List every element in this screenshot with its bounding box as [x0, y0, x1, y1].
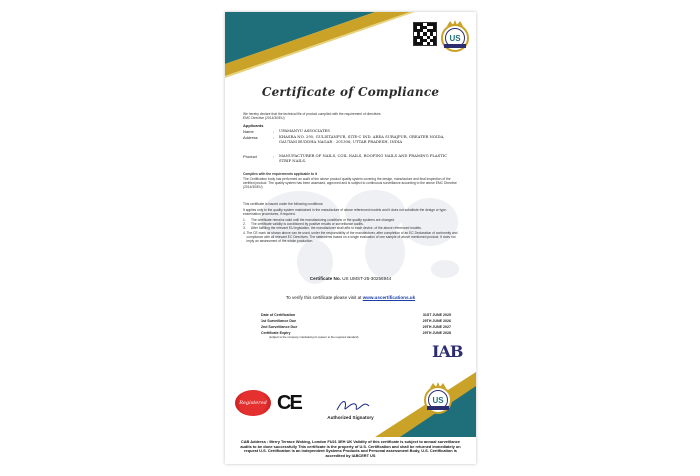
condition-item: 4. The CE mark as shown above can be used, under the responsibility of the manufacturer, after completion of an EC Declaration of conformity and compliance with all relevant EC Directives. The statements based on a single evaluation of one sample of above mentioned product. It does not imply an assessment of the whole production. — [243, 230, 458, 244]
cert-no-label: Certificate No. — [309, 276, 341, 281]
us-seal-badge — [421, 382, 455, 416]
field-name: Name : UPAMANYU ASSOCIATES — [243, 129, 454, 134]
authorized-signatory: Authorized Signatory — [327, 415, 374, 420]
field-key: Address — [243, 135, 258, 140]
certificate-page — [225, 12, 476, 464]
verify-line — [225, 295, 476, 300]
certificate-number — [225, 276, 476, 281]
iab-logo: IAB — [432, 342, 463, 361]
badge-text: US — [449, 34, 461, 43]
field-value: KHASRA NO. 295, GULISTANPUR, SITE-C IND. AREA SURAJPUR, GREATER NOIDA, GAUTAM BUDDHA NAGAR - 201306, UTTAR PRADESH, INDIA — [279, 134, 445, 144]
directive-text: EMC Directive (2014/30/EU) — [243, 116, 285, 120]
ce-mark: CE — [277, 392, 301, 414]
expiry-note: (subject to the company maintaining its system to the required standard) — [269, 335, 359, 339]
field-value: UPAMANYU ASSOCIATES — [279, 128, 330, 133]
compliance-heading: Complies with the requirements applicable to it — [243, 172, 318, 176]
field-value: MANUFACTURER OF NAILS, COIL NAILS, ROOFING NAILS AND FRAMING PLASTIC STRIP NAILS. — [279, 153, 448, 163]
field-address: Address : KHASRA NO. 295, GULISTANPUR, SITE-C IND. AREA SURAJPUR, GREATER NOIDA, GAUTAM BUDDHA NAGAR - 201306, UTTAR PRADESH, INDIA — [243, 135, 454, 144]
verify-link[interactable]: www.uscertifications.uk — [362, 295, 416, 300]
conditions-intro: It applies only to the quality system maintained in the manufacture of above referenced models and it does not substitute the design or type-examination procedures, if required. — [243, 208, 447, 217]
field-key: Name — [243, 129, 254, 134]
condition-item: 3. After fulfilling the relevant EU legislation, the manufacturer shall affix to each device, of the above referenced models. — [243, 226, 422, 231]
us-certification-badge — [438, 20, 472, 54]
conditions-list — [243, 218, 461, 243]
cert-no-value: US UMST-25-30256944 — [342, 276, 392, 281]
field-product: Product : MANUFACTURER OF NAILS, COIL NAILS, ROOFING NAILS AND FRAMING PLASTIC STRIP NAILS. — [243, 154, 454, 163]
certificate-title: Certificate of Compliance — [261, 85, 440, 99]
field-key: Product — [243, 154, 257, 159]
certification-dates — [261, 312, 451, 339]
condition-item: 2. The certificate validity is conditioned by positive results or surveillance audits. — [243, 222, 364, 227]
date-row: 2nd Surveillance Due 29TH JUNE 2027 — [261, 325, 451, 329]
registered-stamp: Registered — [235, 390, 271, 416]
qr-code — [413, 22, 437, 46]
signature — [333, 396, 373, 414]
compliance-text: The Certification body has performed an audit of the above product quality system covering the design, manufacture and final inspection of the certified product. The quality system has been assessed, approved and is subject to continuous surveillance according to the above EMC Directive (2014/30/EU) — [243, 177, 457, 190]
intro-text: We hereby declare that the technical file of product complied with the requirement of directives — [243, 112, 381, 116]
applicants-heading: Applicants — [243, 123, 264, 128]
condition-item: 1. The certificate remains valid until the manufacturing conditions or the quality systems are changed. — [243, 218, 396, 222]
date-row: 1st Surveillance Due 29TH JUNE 2026 — [261, 319, 451, 323]
seal-badge-text: US — [432, 396, 444, 405]
footer-cab-address: CAB Address : Merry Terrace Woking, London FU21 3EH UK Validity of this certificate is subject to annual surveillance audits to be done successfully This certificate is the property of U.S. Certification and shall be returned immediately on request U.S. Certification is an independent Systems Products and Personal assessment Body, U.S. Certification is accredited by IABCERT US — [240, 439, 461, 458]
conditions-heading: This certificate is issued under the following conditions: — [243, 202, 324, 206]
date-row: Date of Certification 31ST JUNE 2025 — [261, 313, 451, 317]
date-row: Certificate Expiry 29TH JUNE 2028 — [261, 331, 451, 335]
verify-text: To verify this certificate please visit at — [285, 295, 362, 300]
